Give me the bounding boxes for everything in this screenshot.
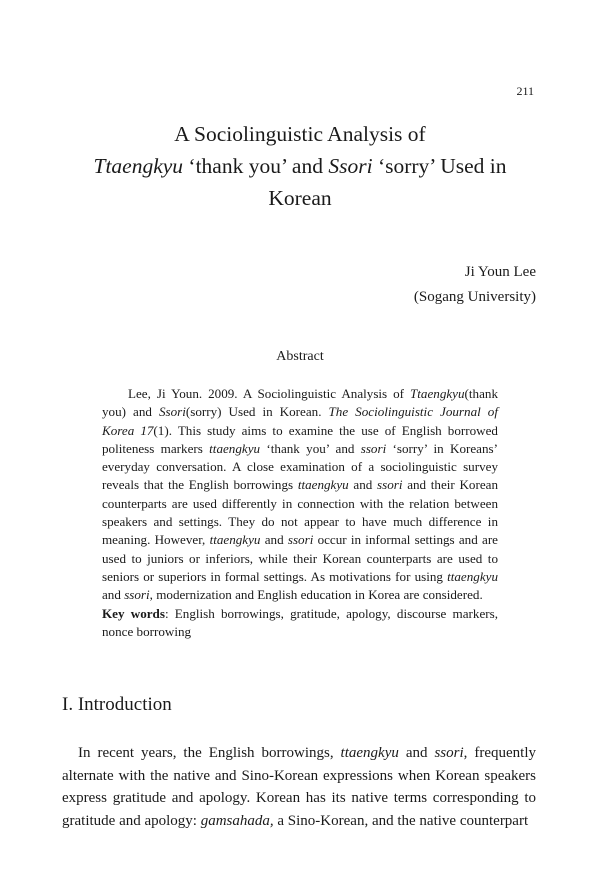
introduction-paragraph <box>62 742 536 832</box>
abstract-body <box>102 385 498 641</box>
intro-text-d: a Sino-Korean, and the native counterpart <box>273 812 529 829</box>
abstract-text-2: ‘thank you’ and <box>260 440 361 456</box>
intro-text-b: and <box>398 745 435 761</box>
introduction-body <box>62 742 536 832</box>
page-number: 211 <box>516 84 534 98</box>
abstract-heading: Abstract <box>276 349 324 364</box>
abstract-text-4: and <box>348 477 378 493</box>
title-term-ttaengkyu: Ttaengkyu <box>93 154 184 178</box>
abstract-text-3: ‘sorry’ in Koreans’ everyday conversation. A close examination of a sociolinguistic survey reveals that the English borrowings <box>102 440 498 493</box>
keywords-line <box>102 605 498 642</box>
intro-text-a: In recent years, the English borrowings, <box>78 745 341 761</box>
author-affiliation: (Sogang University) <box>413 289 536 305</box>
citation-mid-2: (sorry) Used in Korean. <box>185 404 329 420</box>
citation-mid-1: (thank you) and <box>102 386 498 420</box>
abstract-text-8: and <box>102 587 125 603</box>
author-name: Ji Youn Lee <box>464 264 536 280</box>
abstract-text-6: and <box>260 532 288 548</box>
abstract-term-ssori-3: ssori <box>287 532 314 548</box>
keywords-list: : English borrowings, gratitude, apology, discourse markers, nonce borrowing <box>102 605 498 639</box>
abstract-text-7: occur in informal settings and are used to juniors or inferiors, while their Korean counterparts are used to seniors or superiors in formal settings. As motivations for using <box>102 532 498 584</box>
title-line-1: A Sociolinguistic Analysis of <box>174 122 426 146</box>
title-line-2 <box>0 150 600 182</box>
intro-text-c: , frequently alternate with the native and Sino-Korean expressions when Korean speakers express gratitude and apology. Korean has its native terms corresponding to gratitude and apology: <box>62 745 536 829</box>
title-line-3: Korean <box>268 186 332 210</box>
abstract-text-9: , modernization and English education in Korea are considered. <box>149 587 483 603</box>
citation-journal: The Sociolinguistic Journal of Korea 17 <box>102 404 498 438</box>
citation-term-ttaengkyu: Ttaengkyu <box>410 386 465 401</box>
intro-term-ssori: ssori <box>434 745 464 761</box>
title-gloss-1: ‘thank you’ and <box>183 154 329 178</box>
abstract-term-ttaengkyu-1: ttaengkyu <box>209 440 261 456</box>
abstract-text-5: and their Korean counterparts are used differently in connection with the relation between speakers and settings. They do not appear to have much difference in meaning. However, <box>102 477 499 548</box>
intro-term-ttaengkyu: ttaengkyu <box>340 745 399 761</box>
abstract-term-ssori-2: ssori <box>377 477 403 493</box>
abstract-term-ttaengkyu-3: ttaengkyu <box>209 532 261 548</box>
title-gloss-2: ‘sorry’ Used in <box>372 154 507 178</box>
citation-prefix: Lee, Ji Youn. 2009. A Sociolinguistic Analysis of <box>128 386 410 401</box>
title-term-ssori: Ssori <box>328 154 373 178</box>
section-heading: I. Introduction <box>62 694 172 715</box>
author-block <box>414 260 536 310</box>
abstract-paragraph <box>102 385 498 605</box>
citation-issue: (1). <box>153 422 178 438</box>
paper-title <box>0 118 600 214</box>
abstract-text-1: This study aims to examine the use of English borrowed politeness markers <box>102 422 498 456</box>
abstract-term-ssori-1: ssori <box>360 440 387 456</box>
abstract-term-ttaengkyu-2: ttaengkyu <box>297 477 349 493</box>
keywords-label: Key words <box>102 605 165 621</box>
abstract-term-ttaengkyu-4: ttaengkyu <box>447 568 498 584</box>
abstract-term-ssori-4: ssori <box>124 587 150 603</box>
intro-term-gamsahada: gamsahada, <box>200 812 274 829</box>
citation-term-ssori: Ssori <box>158 404 186 420</box>
